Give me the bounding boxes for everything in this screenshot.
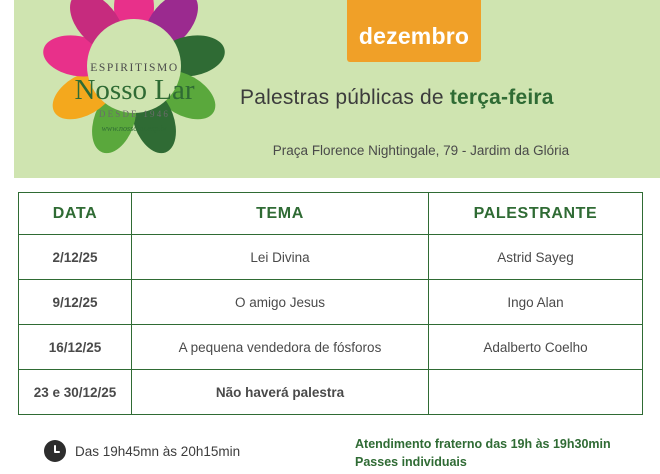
footer	[0, 432, 660, 474]
table-row	[19, 235, 643, 280]
month-label: dezembro	[358, 23, 470, 49]
cell-tema: Lei Divina	[132, 235, 429, 280]
logo-url: www.nossolar.esp.br	[101, 124, 168, 134]
cell-palestrante: Adalberto Coelho	[429, 325, 643, 370]
headline-prefix: Palestras públicas de	[240, 86, 450, 109]
column-header-data: DATA	[19, 193, 132, 235]
cell-palestrante: Ingo Alan	[429, 280, 643, 325]
cell-date: 23 e 30/12/25	[19, 370, 132, 415]
logo-since: DESDE 1946	[98, 109, 171, 120]
cell-date: 2/12/25	[19, 235, 132, 280]
footer-service-line-1: Atendimento fraterno das 19h às 19h30min	[355, 437, 611, 451]
schedule-table-wrap	[18, 192, 642, 415]
table-row	[19, 370, 643, 415]
column-header-tema: TEMA	[132, 193, 429, 235]
footer-hours: Das 19h45mn às 20h15min	[75, 443, 241, 459]
schedule-table	[18, 192, 643, 415]
footer-service-line-2: Passes individuais	[355, 454, 467, 469]
table-header-row	[19, 193, 643, 235]
footer-services	[355, 436, 611, 472]
logo-name: Nosso Lar	[74, 74, 195, 106]
logo-espiritismo: ESPIRITISMO	[90, 62, 179, 74]
header-banner	[0, 0, 660, 178]
table-row	[19, 325, 643, 370]
footer-hours-group	[44, 440, 240, 462]
clock-icon	[44, 440, 66, 462]
headline-strong: terça-feira	[449, 86, 554, 109]
cell-tema: O amigo Jesus	[132, 280, 429, 325]
month-badge	[347, 0, 481, 62]
column-header-palestrante: PALESTRANTE	[429, 193, 643, 235]
headline	[240, 86, 640, 110]
logo	[22, 0, 247, 154]
cell-tema: Não haverá palestra	[132, 370, 429, 415]
cell-palestrante: Astrid Sayeg	[429, 235, 643, 280]
cell-date: 9/12/25	[19, 280, 132, 325]
address: Praça Florence Nightingale, 79 - Jardim da Glória	[272, 143, 570, 158]
cell-palestrante	[429, 370, 643, 415]
cell-tema: A pequena vendedora de fósforos	[132, 325, 429, 370]
table-row	[19, 280, 643, 325]
logo-flower-icon	[22, 0, 247, 154]
cell-date: 16/12/25	[19, 325, 132, 370]
header-left-margin	[0, 0, 14, 178]
